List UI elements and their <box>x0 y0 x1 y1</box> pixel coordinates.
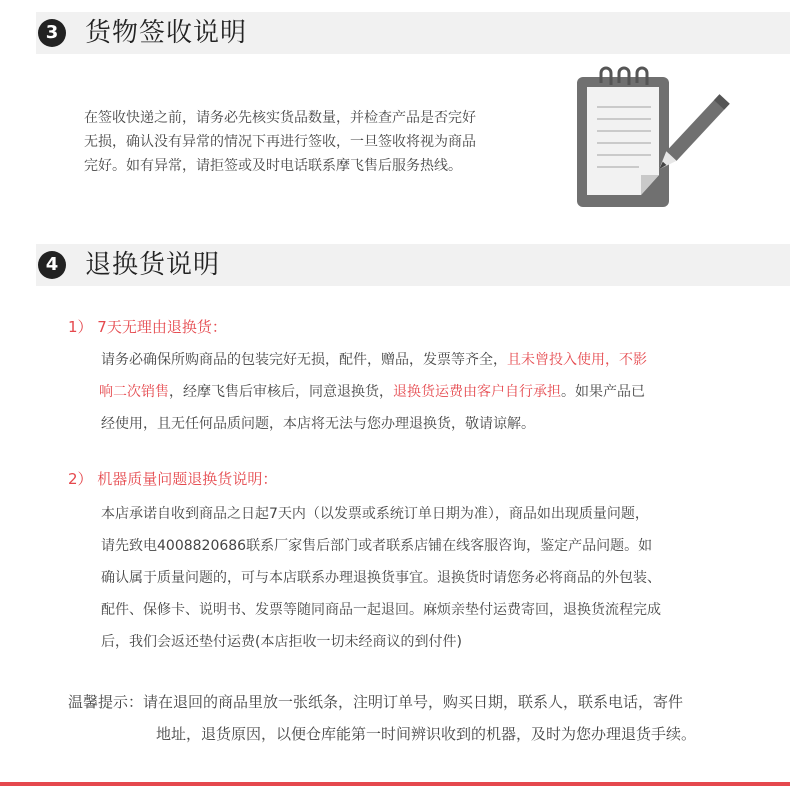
section-number-badge: 4 <box>38 251 66 279</box>
section-title: 退换货说明 <box>85 250 221 280</box>
bottom-divider <box>0 782 790 786</box>
text-line: 后，我们会返还垫付运费(本店拒收一切未经商议的到付件) <box>101 634 462 650</box>
text-line: 无损，确认没有异常的情况下再进行签收，一旦签收将视为商品 <box>84 134 476 150</box>
section-number-badge: 3 <box>38 19 66 47</box>
tip-label: 温馨提示： <box>68 693 144 711</box>
text-line: 完好。如有异常，请拒签或及时电话联系摩飞售后服务热线。 <box>84 158 462 174</box>
text-line: 本店承诺自收到商品之日起7天内（以发票或系统订单日期为准），商品如出现质量问题， <box>101 506 649 522</box>
return-policy-1-title: 1） 7天无理由退换货： <box>68 318 227 336</box>
text-line: 确认属于质量问题的，可与本店联系办理退换货事宜。退换货时请您务必将商品的外包装、 <box>101 570 661 586</box>
text-line: 请务必确保所购商品的包装完好无损，配件，赠品，发票等齐全，且未曾投入使用，不影 <box>101 352 647 368</box>
return-policy-2-body <box>101 498 661 658</box>
text-line: 温馨提示：请在退回的商品里放一张纸条，注明订单号，购买日期，联系人，联系电话，寄件 <box>68 693 684 711</box>
section-title: 货物签收说明 <box>85 18 248 48</box>
text-line: 请先致电4008820686联系厂家售后部门或者联系店铺在线客服咨询，鉴定产品问题。如 <box>101 538 653 554</box>
text-line: 地址，退货原因，以便仓库能第一时间辨识收到的机器，及时为您办理退货手续。 <box>156 725 697 743</box>
text-line: 在签收快递之前，请务必先核实货品数量，并检查产品是否完好 <box>84 110 476 126</box>
text-line: 经使用，且无任何品质问题，本店将无法与您办理退换货，敬请谅解。 <box>101 416 535 432</box>
return-policy-1-body <box>101 344 647 440</box>
section-3-header <box>36 12 790 54</box>
text-line: 配件、保修卡、说明书、发票等随同商品一起退回。麻烦亲垫付运费寄回，退换货流程完成 <box>101 602 661 618</box>
warm-tip <box>68 686 696 750</box>
section-4-header <box>36 244 790 286</box>
text-line: 响二次销售，经摩飞售后审核后，同意退换货，退换货运费由客户自行承担。如果产品已 <box>99 384 645 400</box>
return-policy-2-title: 2） 机器质量问题退换货说明： <box>68 470 278 488</box>
notepad-pencil-icon <box>575 65 735 210</box>
receipt-instructions <box>84 106 476 178</box>
